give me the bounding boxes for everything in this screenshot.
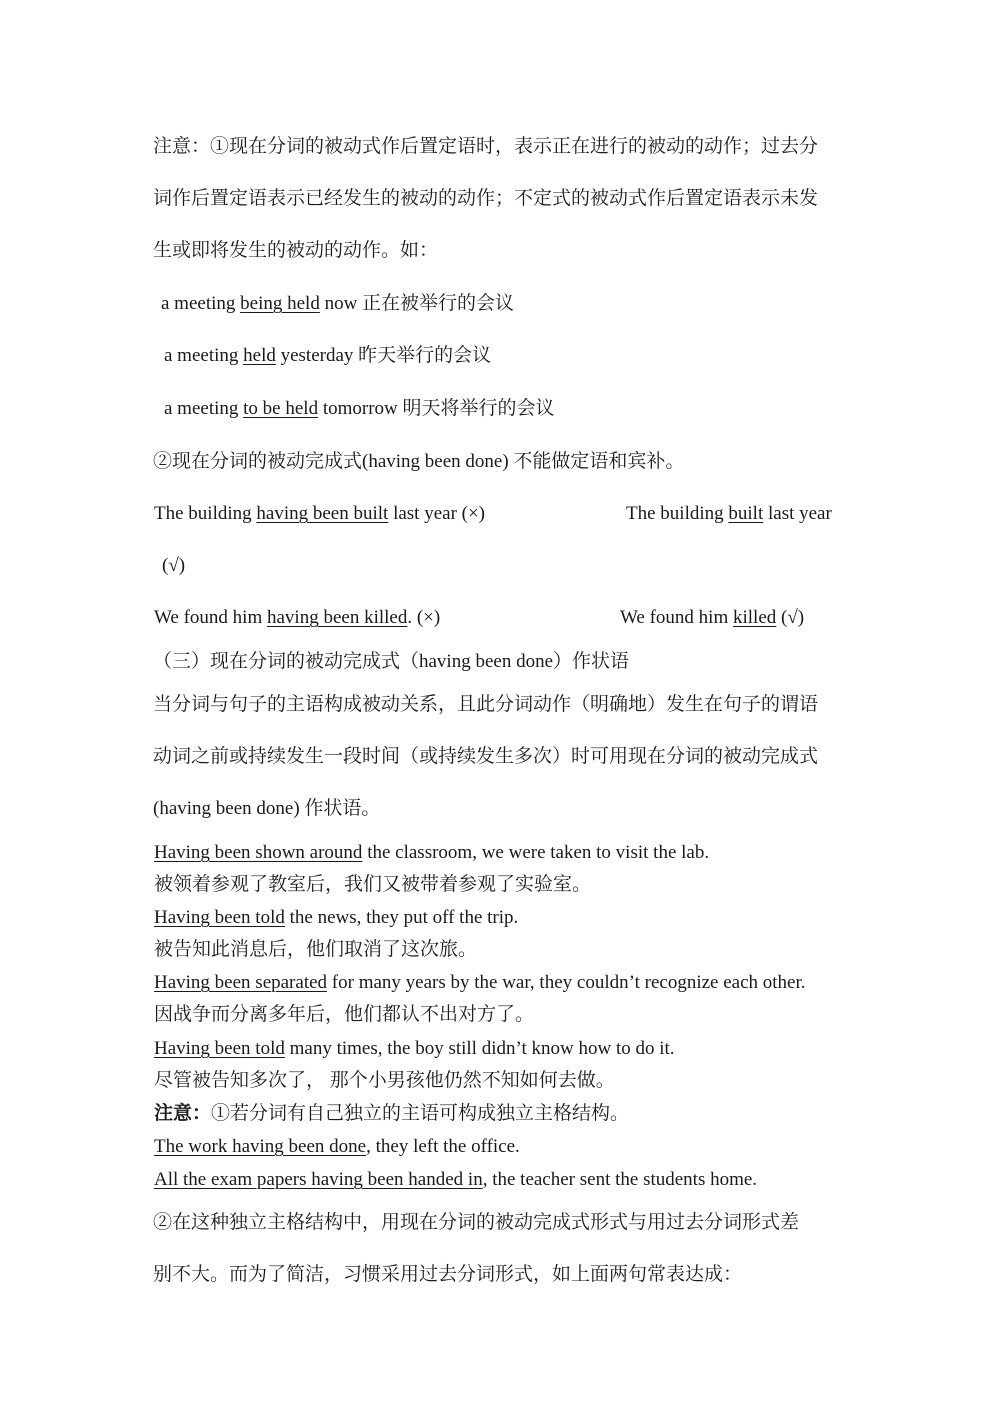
sentence-underlined: Having been told bbox=[154, 907, 285, 928]
note1-line2: 词作后置定语表示已经发生的被动的动作；不定式的被动式作后置定语表示未发 bbox=[153, 188, 819, 209]
note3-label: 注意： bbox=[154, 1103, 212, 1124]
sentence-zh: 因战争而分离多年后，他们都认不出对方了。 bbox=[154, 1004, 535, 1025]
sentence-zh: 被领着参观了教室后，我们又被带着参观了实验室。 bbox=[154, 874, 592, 895]
example-underlined: being held bbox=[240, 293, 320, 314]
sentence-text: last year (×) bbox=[388, 503, 486, 524]
absolute-sentence bbox=[154, 1168, 757, 1192]
note3 bbox=[154, 1102, 629, 1126]
example-held bbox=[164, 344, 491, 368]
sentence-text: , the teacher sent the students home. bbox=[482, 1169, 758, 1190]
example-text: a meeting bbox=[164, 345, 244, 366]
example-text: now 正在被举行的会议 bbox=[319, 293, 515, 314]
sentence-underlined: All the exam papers having been handed in bbox=[154, 1169, 483, 1190]
sentence-text: . (×) bbox=[407, 607, 441, 628]
sentence-underlined: killed bbox=[732, 607, 777, 628]
sentence-underlined: having been built bbox=[256, 503, 389, 524]
section3-p1: 当分词与句子的主语构成被动关系，且此分词动作（明确地）发生在句子的谓语 bbox=[153, 694, 819, 715]
sentence-text: (√) bbox=[776, 607, 805, 628]
sentence-underlined: having been killed bbox=[266, 607, 408, 628]
example-underlined: to be held bbox=[243, 398, 319, 419]
sentence-underlined: Having been separated bbox=[154, 972, 328, 993]
sentence-en bbox=[154, 971, 806, 995]
sentence-underlined: Having been told bbox=[154, 1038, 285, 1059]
note4-line2: 别不大。而为了简洁，习惯采用过去分词形式，如上面两句常表达成： bbox=[153, 1264, 743, 1285]
section3-p2: 动词之前或持续发生一段时间（或持续发生多次）时可用现在分词的被动完成式 bbox=[153, 746, 819, 767]
sentence-text: the classroom, we were taken to visit the lab. bbox=[362, 842, 710, 863]
note4-line1: ②在这种独立主格结构中，用现在分词的被动完成式形式与用过去分词形式差 bbox=[153, 1212, 800, 1233]
example-text: tomorrow 明天将举行的会议 bbox=[318, 398, 555, 419]
found-right bbox=[620, 606, 804, 630]
building-right bbox=[626, 502, 832, 526]
sentence-text: We found him bbox=[620, 607, 733, 628]
sentence-underlined: built bbox=[728, 503, 764, 524]
note2: ②现在分词的被动完成式(having been done) 不能做定语和宾补。 bbox=[153, 451, 685, 472]
sentence-zh: 尽管被告知多次了， 那个小男孩他仍然不知如何去做。 bbox=[154, 1070, 615, 1091]
section3-p3: (having been done) 作状语。 bbox=[153, 798, 381, 819]
sentence-en bbox=[154, 1037, 675, 1061]
sentence-text: , they left the office. bbox=[366, 1136, 520, 1157]
sentence-underlined: Having been shown around bbox=[154, 842, 363, 863]
sentence-text: for many years by the war, they couldn’t recognize each other. bbox=[327, 972, 806, 993]
note3-text: ①若分词有自己独立的主语可构成独立主格结构。 bbox=[211, 1103, 630, 1124]
example-text: a meeting bbox=[161, 293, 241, 314]
section3-heading: （三）现在分词的被动完成式（having been done）作状语 bbox=[153, 651, 630, 672]
building-wrong bbox=[154, 502, 485, 526]
note1-line3: 生或即将发生的被动的动作。如： bbox=[153, 240, 439, 261]
sentence-text: many times, the boy still didn’t know how to do it. bbox=[284, 1038, 675, 1059]
note1-line1: 注意：①现在分词的被动式作后置定语时，表示正在进行的被动的动作；过去分 bbox=[153, 136, 819, 157]
sentence-en bbox=[154, 906, 518, 930]
example-text: yesterday 昨天举行的会议 bbox=[275, 345, 492, 366]
absolute-sentence bbox=[154, 1135, 520, 1159]
example-underlined: held bbox=[243, 345, 276, 366]
sentence-text: last year bbox=[763, 503, 832, 524]
sentence-text: We found him bbox=[154, 607, 267, 628]
sentence-text: the news, they put off the trip. bbox=[284, 907, 519, 928]
example-text: a meeting bbox=[164, 398, 244, 419]
sentence-text: The building bbox=[626, 503, 729, 524]
sentence-text: The building bbox=[154, 503, 257, 524]
found-wrong bbox=[154, 606, 440, 630]
example-to-be-held bbox=[164, 397, 555, 421]
sentence-zh: 被告知此消息后，他们取消了这次旅。 bbox=[154, 939, 478, 960]
sentence-underlined: The work having been done bbox=[154, 1136, 367, 1157]
example-being-held bbox=[161, 292, 514, 316]
building-right-mark: (√) bbox=[162, 555, 186, 576]
sentence-en bbox=[154, 841, 709, 865]
